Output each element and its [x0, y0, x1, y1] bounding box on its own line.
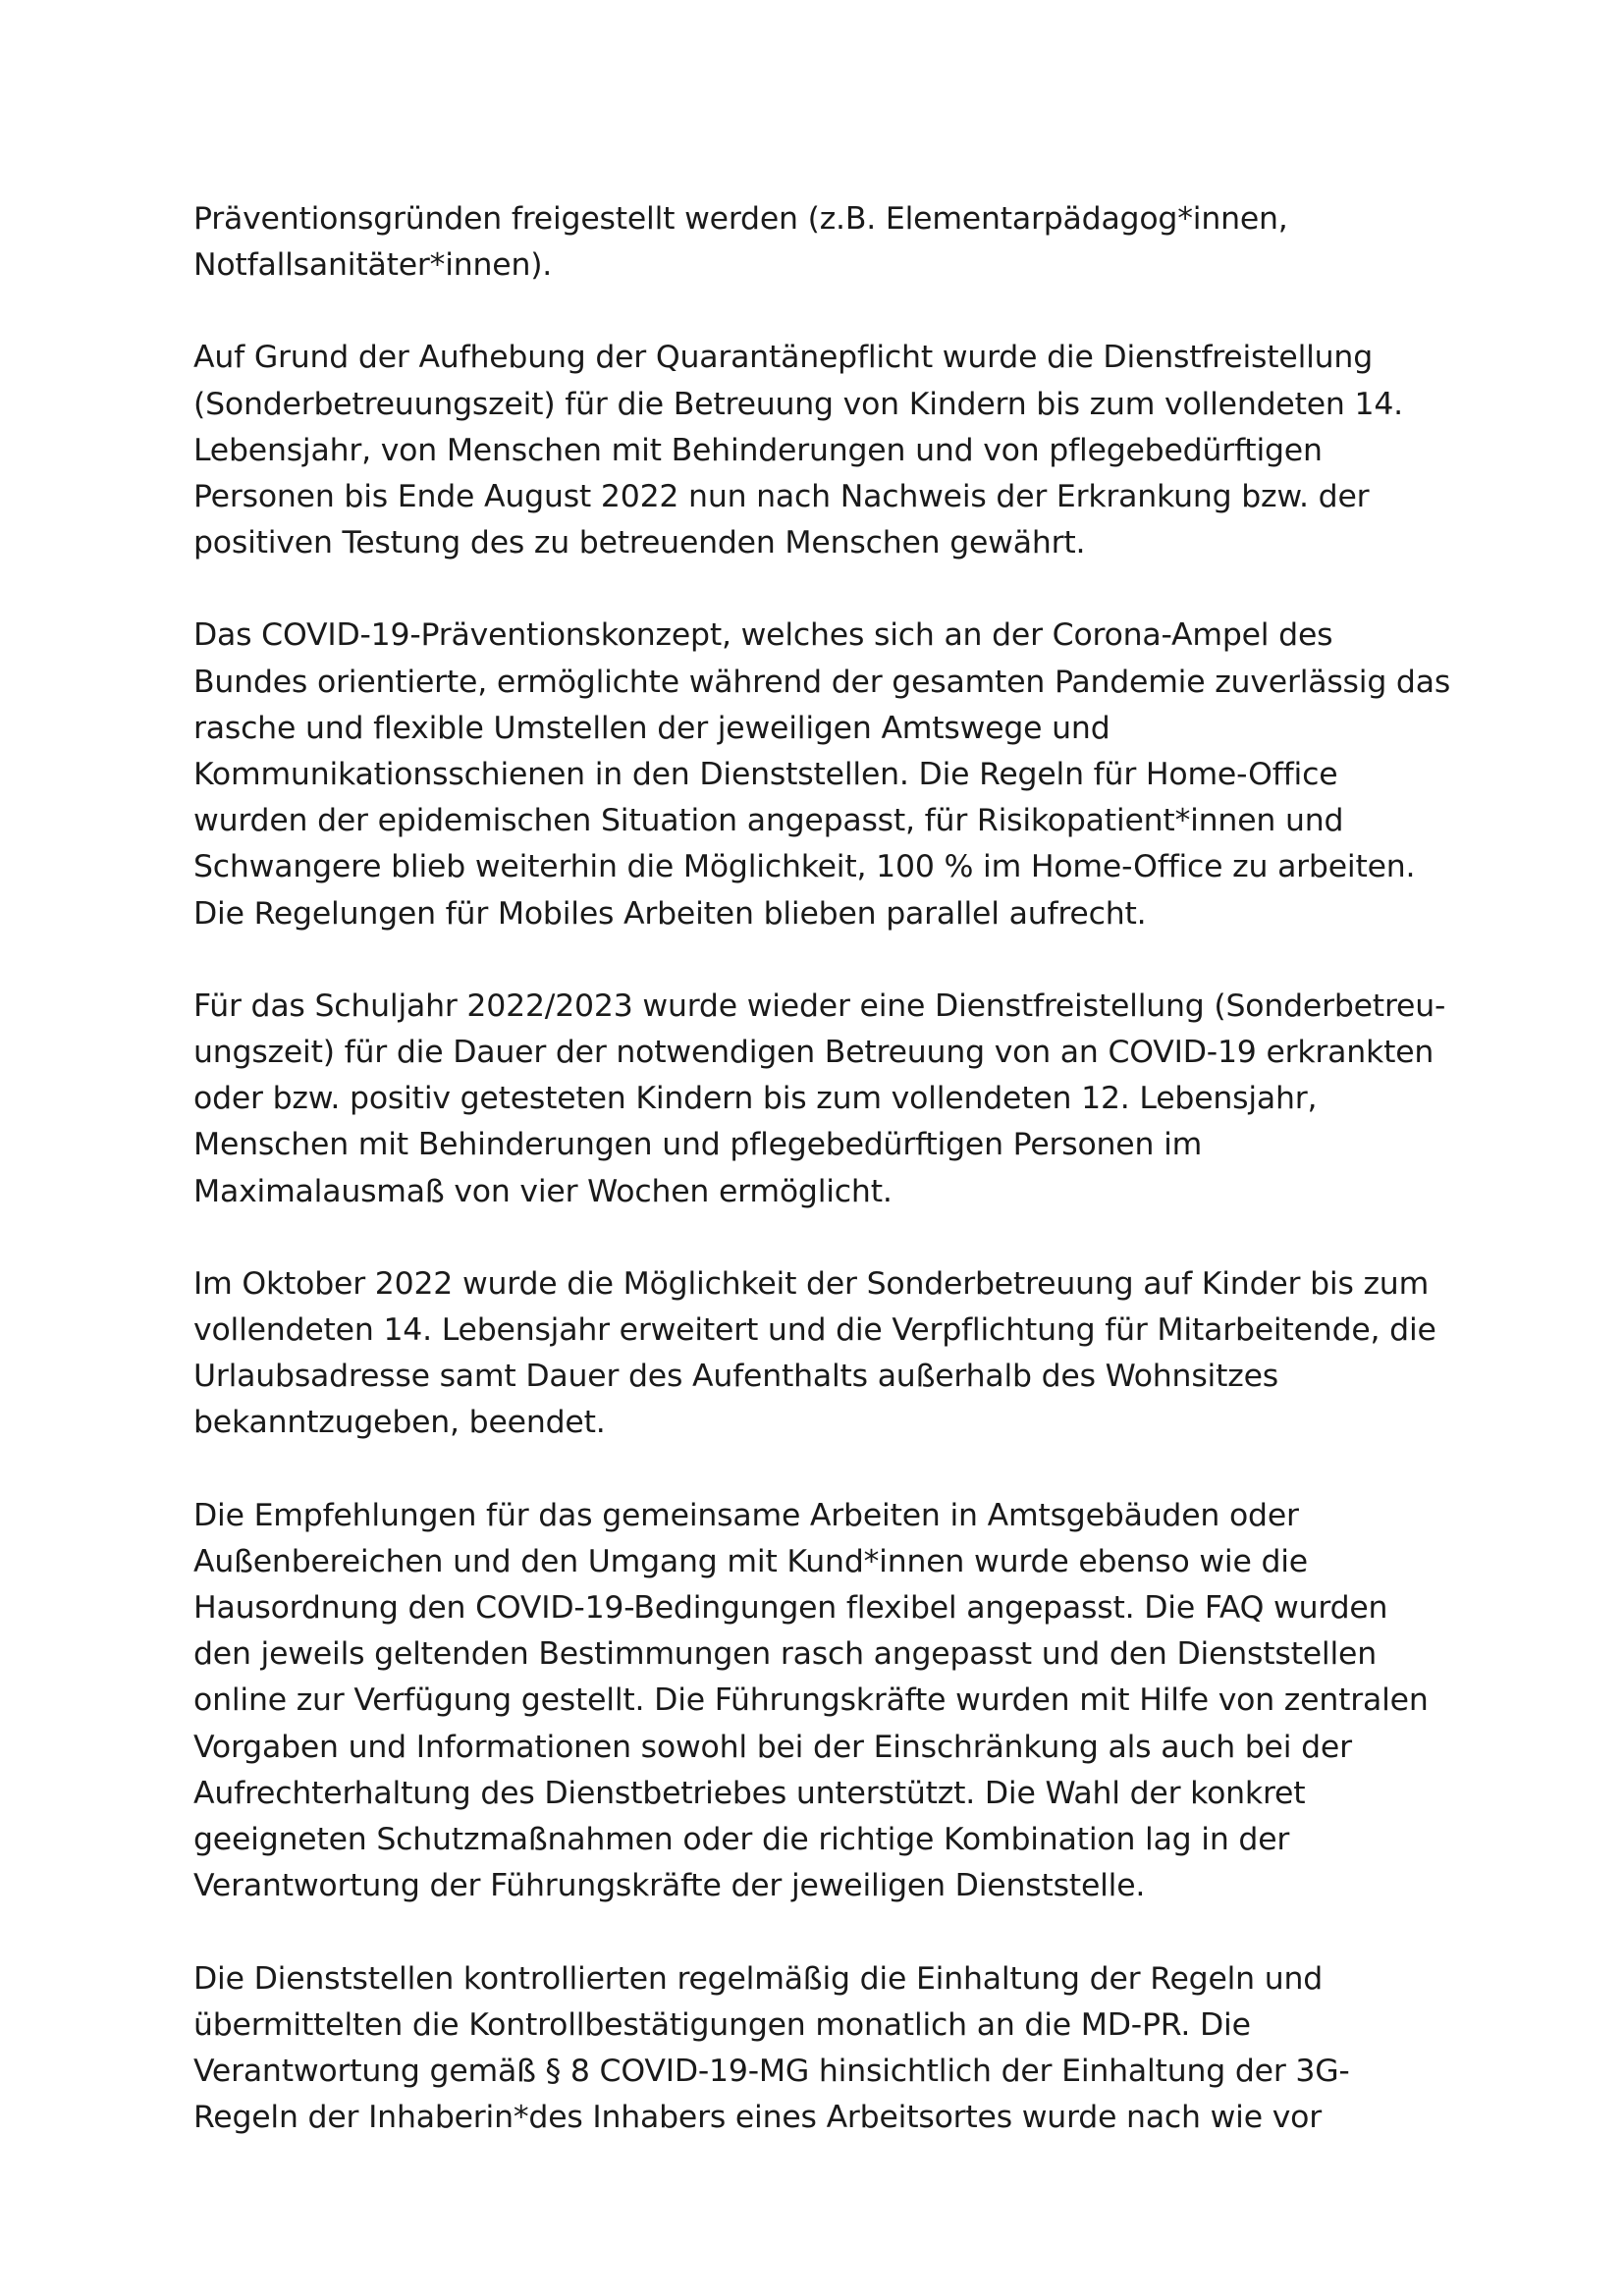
text-line: Kommunikationsschienen in den Dienststellen. Die Regeln für Home-Office — [193, 757, 1338, 793]
paragraph-4 — [193, 984, 1470, 1215]
text-line: wurden der epidemischen Situation angepasst, für Risikopatient*innen und — [193, 803, 1344, 839]
document-page — [193, 196, 1470, 2187]
text-line: geeigneten Schutzmaßnahmen oder die richtige Kombination lag in der — [193, 1822, 1290, 1858]
text-line: bekanntzugeben, beendet. — [193, 1405, 606, 1441]
text-line: Maximalausmaß von vier Wochen ermöglicht. — [193, 1173, 893, 1209]
text-line: den jeweils geltenden Bestimmungen rasch angepasst und den Dienststellen — [193, 1636, 1377, 1673]
text-line: positiven Testung des zu betreuenden Menschen gewährt. — [193, 525, 1086, 561]
text-line: Auf Grund der Aufhebung der Quarantänepflicht wurde die Dienstfreistellung — [193, 340, 1373, 376]
paragraph-6 — [193, 1493, 1470, 1910]
text-line: übermittelten die Kontrollbestätigungen monatlich an die MD-PR. Die — [193, 2006, 1251, 2043]
text-line: Lebensjahr, von Menschen mit Behinderungen und von pflegebedürftigen — [193, 432, 1323, 468]
text-line: Hausordnung den COVID-19-Bedingungen flexibel angepasst. Die FAQ wurden — [193, 1590, 1388, 1627]
paragraph-5 — [193, 1261, 1470, 1447]
text-line: Für das Schuljahr 2022/2023 wurde wieder eine Dienstfreistellung (Sonderbetreu- — [193, 988, 1446, 1024]
paragraph-1 — [193, 196, 1470, 289]
paragraph-3 — [193, 613, 1470, 936]
text-line: Notfallsanitäter*innen). — [193, 247, 553, 284]
paragraph-2 — [193, 335, 1470, 566]
text-line: Die Empfehlungen für das gemeinsame Arbeiten in Amtsgebäuden oder — [193, 1497, 1299, 1533]
text-line: Aufrechterhaltung des Dienstbetriebes unterstützt. Die Wahl der konkret — [193, 1775, 1306, 1811]
text-line: Die Regelungen für Mobiles Arbeiten blieben parallel aufrecht. — [193, 895, 1147, 932]
text-line: Vorgaben und Informationen sowohl bei der Einschränkung als auch bei der — [193, 1729, 1352, 1765]
text-line: vollendeten 14. Lebensjahr erweitert und die Verpflichtung für Mitarbeitende, die — [193, 1312, 1436, 1349]
text-line: Die Dienststellen kontrollierten regelmäßig die Einhaltung der Regeln und — [193, 1960, 1324, 1997]
text-line: Außenbereichen und den Umgang mit Kund*innen wurde ebenso wie die — [193, 1543, 1308, 1579]
text-line: (Sonderbetreuungszeit) für die Betreuung von Kindern bis zum vollendeten 14. — [193, 386, 1403, 422]
text-line: Im Oktober 2022 wurde die Möglichkeit der Sonderbetreuung auf Kinder bis zum — [193, 1265, 1430, 1302]
text-line: rasche und flexible Umstellen der jeweiligen Amtswege und — [193, 710, 1110, 746]
text-line: Verantwortung gemäß § 8 COVID-19-MG hinsichtlich der Einhaltung der 3G- — [193, 2053, 1350, 2089]
text-line: Verantwortung der Führungskräfte der jeweiligen Dienststelle. — [193, 1868, 1146, 1904]
text-line: Menschen mit Behinderungen und pflegebedürftigen Personen im — [193, 1127, 1203, 1163]
paragraph-7 — [193, 1956, 1470, 2142]
text-line: Das COVID-19-Präventionskonzept, welches sich an der Corona-Ampel des — [193, 617, 1333, 654]
text-line: Präventionsgründen freigestellt werden (z.B. Elementarpädagog*innen, — [193, 201, 1288, 237]
text-line: Urlaubsadresse samt Dauer des Aufenthalts außerhalb des Wohnsitzes — [193, 1359, 1278, 1395]
text-line: Bundes orientierte, ermöglichte während der gesamten Pandemie zuverlässig das — [193, 664, 1451, 700]
text-line: ungszeit) für die Dauer der notwendigen Betreuung von an COVID-19 erkrankten — [193, 1035, 1435, 1071]
text-line: Schwangere blieb weiterhin die Möglichkeit, 100 % im Home-Office zu arbeiten. — [193, 849, 1416, 885]
text-line: Regeln der Inhaberin*des Inhabers eines Arbeitsortes wurde nach wie vor — [193, 2100, 1322, 2136]
text-line: Personen bis Ende August 2022 nun nach Nachweis der Erkrankung bzw. der — [193, 479, 1370, 515]
text-line: oder bzw. positiv getesteten Kindern bis zum vollendeten 12. Lebensjahr, — [193, 1081, 1318, 1117]
text-line: online zur Verfügung gestellt. Die Führungskräfte wurden mit Hilfe von zentralen — [193, 1682, 1429, 1719]
